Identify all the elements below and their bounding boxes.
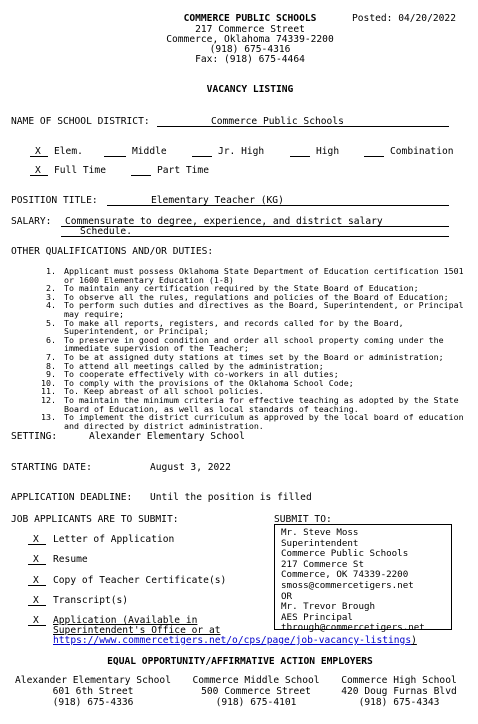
list-item: 9. To cooperate effectively with co-workers in all duties; [46,369,339,380]
school-name: Alexander Elementary School [15,675,171,686]
contact-line: AES Principal [281,611,353,623]
letter-label: Letter of Application [53,534,175,545]
letter-check: X [28,534,46,545]
org-fax: Fax: (918) 675-4464 [195,54,305,65]
list-item: 12. To maintain the minimum criteria for effective teaching as adopted by the State Board of Education, as well as local standards of teaching. [41,394,459,414]
position-value: Elementary Teacher (KG) [151,195,284,206]
salary-label: SALARY: [11,216,52,227]
contact-line: Commerce Public Schools [281,548,409,560]
list-item: 7. To be at assigned duty stations at times set by the Board or administration; [46,351,444,362]
submit-items-heading: JOB APPLICANTS ARE TO SUBMIT: [11,514,179,525]
qualifications-list [30,267,470,430]
school-address: 601 6th Street [52,686,134,697]
list-item: 10. To comply with the provisions of the Oklahoma School Code; [41,377,354,388]
level-combination-check [364,146,384,157]
submit-to-box [274,524,452,634]
deadline-label: APPLICATION DEADLINE: [11,492,133,503]
list-item: 1. Applicant must possess Oklahoma State Department of Education certification 1501 or 1600 Elementary Education (1-8) [46,266,464,285]
level-elem-label: Elem. [54,146,83,157]
list-item: 6. To preserve in good condition and order all school property coming under the immediate supervision of the Teacher; [46,334,444,354]
school-phone: (918) 675-4336 [52,697,134,708]
school-middle [186,675,326,708]
level-middle-label: Middle [132,146,167,157]
list-item: 3. To observe all the rules, regulations and policies of the Board of Education; [46,291,449,302]
start-date-value: August 3, 2022 [150,462,231,473]
contact-line: 217 Commerce St [281,558,364,570]
level-high-label: High [316,146,340,157]
submit-to-heading: SUBMIT TO: [274,514,332,525]
district-label: NAME OF SCHOOL DISTRICT: [11,116,150,127]
level-elem-check: X [30,146,48,157]
school-address: 420 Doug Furnas Blvd [341,686,457,697]
transcript-check: X [28,595,46,606]
level-middle-check [104,146,126,157]
org-address: 217 Commerce Street [195,24,305,35]
list-item: 4. To perform such duties and directives as the Board, Superintendent, or Principal may require; [46,300,464,319]
school-alexander [8,675,178,708]
contact-email: smoss@commercetigers.net [281,579,414,591]
list-item: 11. To. Keep abreast of all school policies. [41,386,264,397]
full-time-check: X [30,165,48,176]
school-phone: (918) 675-4343 [358,697,440,708]
salary-line-2: Schedule. [80,226,132,237]
posted-date: Posted: 04/20/2022 [352,13,456,24]
school-address: 500 Commerce Street [201,686,311,697]
certificate-check: X [28,575,46,586]
page-title: VACANCY LISTING [206,84,294,95]
transcript-label: Transcript(s) [53,595,129,606]
list-item: 5. To make all reports, registers, and records called for by the Board, Superintendent, or Principal; [46,317,404,337]
position-label: POSITION TITLE: [11,195,98,206]
level-high-check [290,146,310,157]
list-item: 8. To attend all meetings called by the administration; [46,360,324,371]
org-phone: (918) 675-4316 [209,44,291,55]
application-close-paren: ) [411,635,417,646]
contact-line: Commerce, OK 74339-2200 [281,569,409,581]
school-high [334,675,464,708]
school-name: Commerce High School [341,675,457,686]
list-item: 2. To maintain any certification required by the State Board of Education; [46,283,419,294]
start-date-label: STARTING DATE: [11,462,92,473]
application-label: Application (Available in [53,615,198,626]
vacancy-listings-link[interactable]: https://www.commercetigers.net/o/cps/page/job-vacancy-listings [53,635,412,646]
eeo-statement: EQUAL OPPORTUNITY/AFFIRMATIVE ACTION EMPLOYERS [107,656,373,667]
contact-line: Mr. Steve Moss [281,527,359,538]
certificate-label: Copy of Teacher Certificate(s) [53,575,227,586]
deadline-value: Until the position is filled [150,492,312,503]
position-field [107,195,449,206]
application-line-2: Superintendent's Office or at [53,625,221,636]
setting-value: Alexander Elementary School [89,431,245,442]
contact-email: tbrough@commercetigers.net [281,622,425,634]
part-time-check [131,165,151,176]
full-time-label: Full Time [54,165,106,176]
qualifications-heading: OTHER QUALIFICATIONS AND/OR DUTIES: [11,246,214,257]
org-name: COMMERCE PUBLIC SCHOOLS [183,13,317,24]
resume-check: X [28,554,46,565]
contact-line: Mr. Trevor Brough [281,601,376,613]
district-value: Commerce Public Schools [211,116,344,127]
level-jrhigh-label: Jr. High [218,146,265,157]
salary-field-2 [61,226,449,237]
salary-line-1: Commensurate to degree, experience, and district salary [65,216,383,227]
contact-line: Superintendent [281,537,359,549]
level-combination-label: Combination [390,146,454,157]
resume-label: Resume [53,554,88,565]
application-check: X [28,615,46,626]
school-name: Commerce Middle School [192,675,320,686]
org-city: Commerce, Oklahoma 74339-2200 [166,34,334,45]
contact-line: OR [281,590,293,602]
setting-label: SETTING: [11,431,58,442]
school-phone: (918) 675-4101 [215,697,297,708]
level-jrhigh-check [192,146,212,157]
district-field [157,116,449,127]
list-item: 13. To implement the district curriculum as approved by the local board of education and directed by district administration. [41,412,464,431]
part-time-label: Part Time [157,165,209,176]
